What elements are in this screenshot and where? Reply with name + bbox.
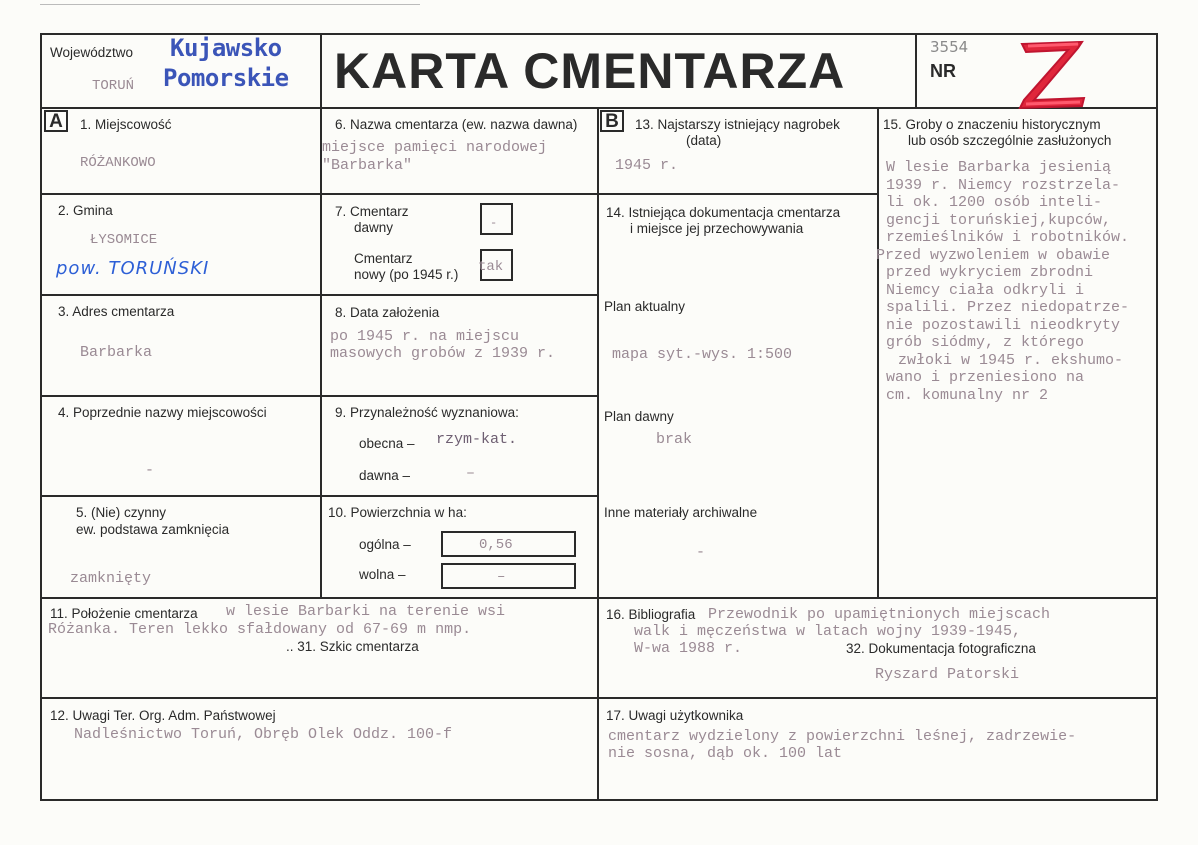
divider	[40, 294, 597, 296]
powierzchnia-ogolna-box	[441, 531, 576, 557]
czynny-label: 5. (Nie) czynny	[76, 505, 167, 520]
plan-aktualny-value: mapa syt.-wys. 1:500	[612, 346, 793, 363]
divider	[40, 495, 597, 497]
powierzchnia-wolna-box	[441, 563, 576, 589]
divider	[597, 193, 877, 195]
top-edge-line	[40, 4, 420, 5]
uwagi-ter-value: Nadleśnictwo Toruń, Obręb Olek Oddz. 100-f	[74, 726, 453, 743]
nazwa-value-line1: miejsce pamięci narodowej	[322, 139, 548, 156]
plan-dawny-value: brak	[656, 431, 693, 448]
divider	[40, 697, 1158, 699]
nagrobek-sublabel: (data)	[686, 133, 722, 148]
cmentarz-nowy-box	[480, 249, 513, 281]
cmentarz-nowy-value: tak	[478, 259, 504, 275]
voivodeship-stamp-line1: Kujawsko	[170, 34, 282, 62]
cmentarz-nowy-sublabel: nowy (po 1945 r.)	[354, 267, 459, 282]
szkic-label: .. 31. Szkic cmentarza	[286, 639, 419, 654]
groby-line: spalili. Przez niedopatrze-	[886, 299, 1130, 316]
plan-aktualny-label: Plan aktualny	[604, 299, 686, 314]
gmina-handwritten: pow. TORUŃSKI	[56, 258, 210, 279]
nazwa-value-line2: "Barbarka"	[322, 157, 413, 174]
miejscowosc-value: RÓŻANKOWO	[80, 155, 156, 171]
cmentarz-label: 7. Cmentarz	[335, 204, 409, 219]
groby-line: rzemieślników i robotników.	[886, 229, 1130, 246]
data-zalozenia-label: 8. Data założenia	[335, 305, 440, 320]
powierzchnia-ogolna-value: 0,56	[479, 537, 513, 553]
wyznanie-dawna-label: dawna –	[359, 468, 411, 483]
divider	[915, 33, 917, 108]
adres-value: Barbarka	[80, 344, 153, 361]
groby-line: Niemcy ciała odkryli i	[886, 281, 1085, 299]
data-zalozenia-value-line2: masowych grobów z 1939 r.	[330, 345, 556, 362]
powierzchnia-wolna-value: –	[497, 569, 506, 585]
section-b-letter: B	[600, 110, 624, 132]
divider	[40, 193, 597, 195]
powierzchnia-ogolna-label: ogólna –	[359, 537, 411, 552]
cmentarz-dawny-value: -	[490, 216, 498, 230]
wyznanie-dawna-value: –	[466, 465, 476, 482]
nazwa-label: 6. Nazwa cmentarza (ew. nazwa dawna)	[335, 117, 578, 132]
nagrobek-label: 13. Najstarszy istniejący nagrobek	[635, 117, 840, 132]
polozenie-value-line1: w lesie Barbarki na terenie wsi	[226, 603, 506, 620]
groby-line: przed wykryciem zbrodni	[886, 264, 1094, 281]
dokumentacja-label: 14. Istniejąca dokumentacja cmentarza	[606, 205, 841, 220]
groby-line: nie pozostawili nieodkryty	[886, 316, 1121, 334]
foto-label: 32. Dokumentacja fotograficzna	[846, 641, 1036, 656]
groby-line: zwłoki w 1945 r. ekshumo-	[898, 351, 1124, 369]
voivodeship-stamp-line2: Pomorskie	[163, 64, 289, 92]
plan-dawny-label: Plan dawny	[604, 409, 674, 424]
divider	[877, 107, 879, 597]
section-a-letter: A	[44, 110, 68, 132]
groby-line: grób siódmy, z którego	[886, 334, 1085, 351]
red-z-mark	[1012, 34, 1092, 110]
uwagi-uzytkownika-value-line1: cmentarz wydzielony z powierzchni leśnej, zadrzewie-	[608, 728, 1077, 745]
dokumentacja-sublabel: i miejsce jej przechowywania	[630, 221, 804, 236]
poprzednie-label: 4. Poprzednie nazwy miejscowości	[58, 405, 267, 420]
inne-value: -	[696, 544, 706, 561]
torun-typed: TORUŃ	[92, 78, 135, 94]
bibliografia-label: 16. Bibliografia	[606, 607, 696, 622]
divider	[40, 395, 597, 397]
groby-line: 1939 r. Niemcy rozstrzela-	[886, 176, 1121, 194]
data-zalozenia-value-line1: po 1945 r. na miejscu	[330, 328, 520, 345]
wyznanie-obecna-value: rzym-kat.	[436, 431, 518, 448]
powierzchnia-label: 10. Powierzchnia w ha:	[328, 505, 467, 520]
bibliografia-value-line3: W-wa 1988 r.	[634, 640, 743, 657]
gmina-value: ŁYSOMICE	[90, 232, 158, 248]
czynny-sublabel: ew. podstawa zamknięcia	[76, 522, 230, 537]
groby-label: 15. Groby o znaczeniu historycznym	[883, 117, 1101, 132]
uwagi-uzytkownika-value-line2: nie sosna, dąb ok. 100 lat	[608, 745, 843, 762]
polozenie-label: 11. Położenie cmentarza	[50, 606, 198, 621]
divider	[40, 597, 1158, 599]
divider	[320, 107, 322, 597]
gmina-label: 2. Gmina	[58, 203, 113, 218]
nagrobek-value: 1945 r.	[615, 157, 679, 174]
groby-line: wano i przeniesiono na	[886, 369, 1085, 386]
miejscowosc-label: 1. Miejscowość	[80, 117, 172, 132]
polozenie-value-line2: Różanka. Teren lekko sfałdowany od 67-69 m nmp.	[48, 621, 472, 638]
groby-line: gencji toruńskiej,kupców,	[886, 211, 1112, 229]
pencil-number: 3554	[930, 38, 969, 56]
cmentarz-nowy-label: Cmentarz	[354, 251, 413, 266]
groby-line: Przed wyzwoleniem w obawie	[876, 246, 1111, 264]
czynny-value: zamknięty	[70, 570, 152, 587]
groby-sublabel: lub osób szczególnie zasłużonych	[908, 133, 1112, 148]
nr-label: NR	[930, 61, 956, 81]
divider	[40, 107, 1158, 109]
inne-label: Inne materiały archiwalne	[604, 505, 758, 520]
adres-label: 3. Adres cmentarza	[58, 304, 175, 319]
poprzednie-value: -	[145, 462, 155, 479]
cmentarz-dawny-box	[480, 203, 513, 235]
wojewodztwo-label: Województwo	[50, 45, 134, 60]
groby-line: cm. komunalny nr 2	[886, 386, 1049, 404]
wyznanie-label: 9. Przynależność wyznaniowa:	[335, 405, 519, 420]
wyznanie-obecna-label: obecna –	[359, 436, 415, 451]
groby-line: W lesie Barbarka jesienią	[886, 159, 1112, 176]
page-title: KARTA CMENTARZA	[334, 43, 846, 99]
uwagi-ter-label: 12. Uwagi Ter. Org. Adm. Państwowej	[50, 708, 276, 723]
foto-value: Ryszard Patorski	[875, 666, 1020, 683]
uwagi-uzytkownika-label: 17. Uwagi użytkownika	[606, 708, 744, 723]
divider	[320, 33, 322, 108]
groby-line: li ok. 1200 osób inteli-	[886, 194, 1103, 211]
powierzchnia-wolna-label: wolna –	[359, 567, 406, 582]
cmentarz-dawny-label: dawny	[354, 220, 394, 235]
bibliografia-value-line2: walk i męczeństwa w latach wojny 1939-1945,	[634, 623, 1022, 640]
bibliografia-value-line1: Przewodnik po upamiętnionych miejscach	[708, 606, 1051, 623]
